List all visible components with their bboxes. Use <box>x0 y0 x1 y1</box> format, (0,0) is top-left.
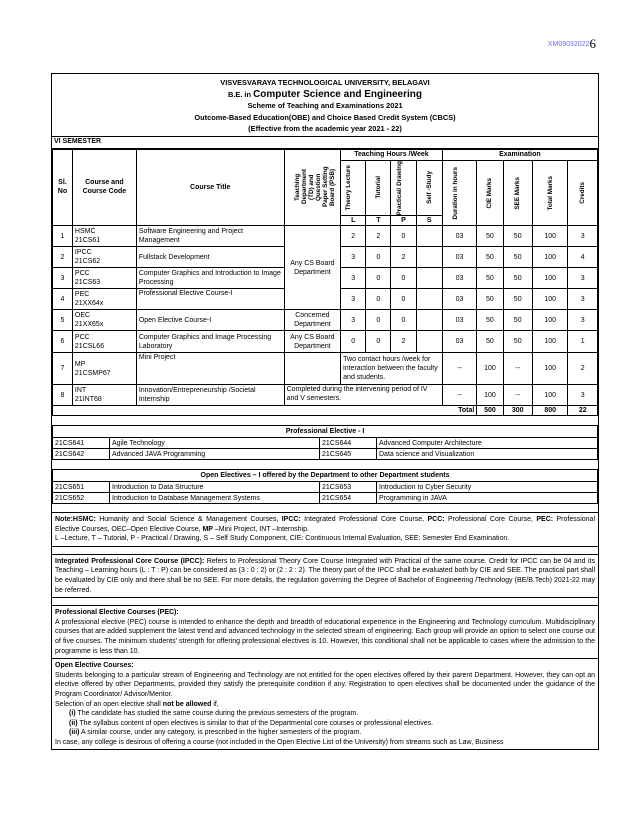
col-l: L <box>341 216 366 226</box>
table-row: 6 PCC 21CSL66 Computer Graphics and Image Processing Laboratory Any CS Board Department 0 0 2 03 50 50 100 1 <box>53 331 598 353</box>
table-row: 3 PCC 21CS63 Computer Graphics and Introduction to Image Processing 3 0 0 03 50 50 100 3 <box>53 268 598 289</box>
col-sl: Sl. No <box>53 149 73 226</box>
abbreviation-note: Note:HSMC: Humanity and Social Science & Management Courses, IPCC: Integrated Professional Core Course, PCC: Professional Core Course, PEC: Professional Elective Courses, OEC–Open Elective Course, MP –Mini Project, INT –Internship. L –Lecture, T – Tutorial, P - Practical / Drawing, S – Self Study Component, CIE: Continuous Internal Evaluation, SEE: Semester End Examination. <box>52 512 598 546</box>
table-row: 8 INT 21INT68 Innovation/Entrepreneurship /Societal Internship Completed during the intervening period of IV and V semesters. -- 100 -- 100 3 <box>53 385 598 406</box>
col-practical: Practical/ Drawing <box>391 160 416 216</box>
examination-header: Examination <box>442 149 597 160</box>
pec-note: Professional Elective Courses (PEC): A professional elective (PEC) course is intended to enhance the depth and breadth of educational experience in the Engineering and Technology curriculum. Multidisciplinary courses that are added supplement the latest trend and advanced technology in the selected stream of engineering. Each group will provide an option to select one course out of five courses. The minimum students' strength for offering professional electives is 10. However, this conditional shall not be applicable to cases where the admission to the programme is less than 10. <box>52 605 598 658</box>
scheme-document <box>51 73 599 750</box>
col-self-study: Self -Study <box>416 160 442 216</box>
table-row: 7 MP 21CSMP67 Mini Project Two contact hours /week for interaction between the faculty and students. -- 100 -- 100 2 <box>53 353 598 385</box>
semester-label: VI SEMESTER <box>52 137 598 149</box>
open-elective-table <box>52 469 598 504</box>
table-row: 1 HSMC 21CS61 Software Engineering and Project Management Any CS Board Department 2 2 0 03 50 50 100 3 <box>53 226 598 247</box>
degree-title: B.E. in Computer Science and Engineering <box>228 88 422 100</box>
oe-heading: Open Electives – I offered by the Department to other Department students <box>53 470 598 482</box>
col-credits: Credits <box>568 160 598 226</box>
oec-note: Open Elective Courses: Students belonging to a particular stream of Engineering and Technology are not entitled for the open electives offered by their parent Department. However, they can opt an elective offered by other Departments, provided they satisfy the prerequisite condition if any. Registration to open electives shall be documented under the guidance of the Program Coordinator/ Advisor/Mentor. Selection of an open elective shall not be allowed if, (i) The candidate has studied the same course during the previous semesters of the program. (ii) The syllabus content of open electives is similar to that of the Departmental core courses or professional electives. (iii) A similar course, under any category, is prescribed in the higher semesters of the program. In case, any college is desirous of offering a course (not included in the Open Elective List of the University) from streams such as Law, Business <box>52 658 598 748</box>
list-item: 21CS641 Agile Technology 21CS644 Advanced Computer Architecture <box>53 438 598 449</box>
page-number: 6 <box>589 36 596 51</box>
col-cie: CIE Marks <box>477 160 503 226</box>
col-t: T <box>366 216 391 226</box>
col-total: Total Marks <box>532 160 568 226</box>
list-item: 21CS651 Introduction to Data Structure 21CS653 Introduction to Cyber Security <box>53 482 598 493</box>
table-row: 4 PEC 21XX64x Professional Elective Course-I 3 0 0 03 50 50 100 3 <box>53 289 598 310</box>
scheme-title: Scheme of Teaching and Examinations 2021 <box>247 101 403 110</box>
pe-heading: Professional Elective - I <box>53 426 598 438</box>
col-see: SEE Marks <box>503 160 532 226</box>
col-theory: Theory Lecture <box>341 160 366 216</box>
dept-merged: Any CS Board Department <box>284 226 341 310</box>
document-code: XM09032022 <box>547 41 590 48</box>
system-title: Outcome-Based Education(OBE) and Choice Based Credit System (CBCS) <box>194 112 456 122</box>
page-header <box>548 36 596 52</box>
teaching-hours-header: Teaching Hours /Week <box>341 149 443 160</box>
table-row: 2 IPCC 21CS62 Fullstack Development 3 0 2 03 50 50 100 4 <box>53 247 598 268</box>
col-s: S <box>416 216 442 226</box>
col-tutorial: Tutorial <box>366 160 391 216</box>
totals-row: Total 500 300 800 22 <box>53 406 598 416</box>
col-duration: Duration in hours <box>442 160 477 226</box>
list-item: 21CS652 Introduction to Database Management Systems 21CS654 Programming in JAVA <box>53 493 598 504</box>
col-course: Course and Course Code <box>72 149 136 226</box>
list-item: 21CS642 Advanced JAVA Programming 21CS645 Data science and Visualization <box>53 449 598 460</box>
university-name: VISVESVARAYA TECHNOLOGICAL UNIVERSITY, BELAGAVI <box>220 78 430 87</box>
course-table <box>52 149 598 417</box>
professional-elective-table <box>52 425 598 460</box>
col-p: P <box>391 216 416 226</box>
effective-title: (Effective from the academic year 2021 - 22) <box>248 124 402 133</box>
table-row: 5 OEC 21XX65x Open Elective Course-I Concerned Department 3 0 0 03 50 50 100 3 <box>53 310 598 331</box>
ipcc-note: Integrated Professional Core Course (IPCC): Refers to Professional Theory Core Course Integrated with Practical of the same course. Credit for IPCC can be 04 and its Teaching – Learning hours (L : T : P) can be considered as (3 : 0 : 2) or (2 : 2 : 2). The theory part of the IPCC shall be evaluated both by CIE and SEE. The practical part shall be evaluated by CIE only and there shall be no SEE. For more details, the regulation governing the Degree of Bachelor of Engineering /Technology (BE/B.Tech) 2021-22 may be referred. <box>52 554 598 597</box>
col-title: Course Title <box>136 149 284 226</box>
col-dept: Teaching Department (TD) and Question Paper Setting Board (PSB) <box>284 149 341 226</box>
document-title <box>52 74 598 137</box>
